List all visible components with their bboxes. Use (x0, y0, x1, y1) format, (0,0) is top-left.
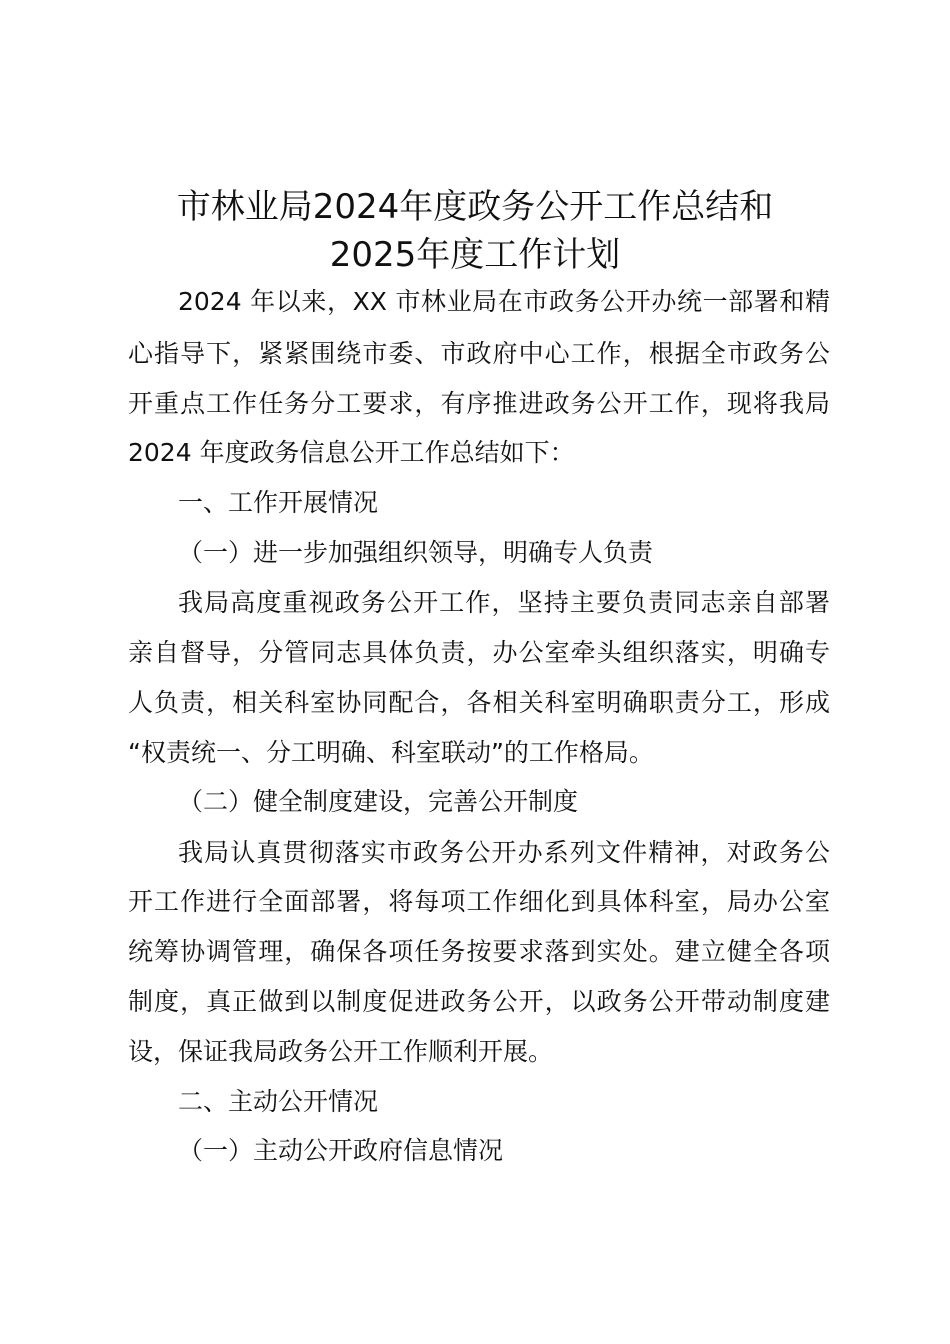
paragraph-2-line-3: 人负责，相关科室协同配合，各相关科室明确职责分工，形成 (128, 688, 830, 717)
paragraph-1-line-3: 开重点工作任务分工要求，有序推进政务公开工作，现将我局 (128, 389, 830, 418)
paragraph-1-line-4: 2024 年度政务信息公开工作总结如下： (128, 438, 575, 467)
paragraph-1-line-1: 2024 年以来，XX 市林业局在市政务公开办统一部署和精 (178, 287, 830, 316)
subsection-heading-1: （一）进一步加强组织领导，明确专人负责 (178, 538, 654, 567)
paragraph-3-line-2: 开工作进行全面部署，将每项工作细化到具体科室，局办公室 (128, 887, 830, 916)
paragraph-2-line-2: 亲自督导，分管同志具体负责，办公室牵头组织落实，明确专 (128, 638, 830, 667)
paragraph-2-line-1: 我局高度重视政务公开工作，坚持主要负责同志亲自部署 (178, 588, 830, 617)
document-title-line-1: 市林业局2024年度政务公开工作总结和 (176, 187, 774, 227)
paragraph-3-line-3: 统筹协调管理，确保各项任务按要求落到实处。建立健全各项 (128, 937, 830, 966)
document-title-line-2: 2025年度工作计划 (329, 235, 621, 275)
paragraph-3-line-4: 制度，真正做到以制度促进政务公开，以政务公开带动制度建 (128, 987, 830, 1016)
paragraph-2-line-4: “权责统一、分工明确、科室联动”的工作格局。 (128, 738, 654, 767)
subsection-heading-2: （二）健全制度建设，完善公开制度 (178, 787, 579, 816)
section-heading-2: 二、主动公开情况 (178, 1087, 379, 1116)
paragraph-3-line-1: 我局认真贯彻落实市政务公开办系列文件精神，对政务公 (178, 838, 830, 867)
paragraph-3-line-5: 设，保证我局政务公开工作顺利开展。 (128, 1037, 554, 1066)
paragraph-1-line-2: 心指导下，紧紧围绕市委、市政府中心工作，根据全市政务公 (128, 339, 830, 368)
section-heading-1: 一、工作开展情况 (178, 488, 379, 517)
subsection-heading-3: （一）主动公开政府信息情况 (178, 1136, 504, 1165)
